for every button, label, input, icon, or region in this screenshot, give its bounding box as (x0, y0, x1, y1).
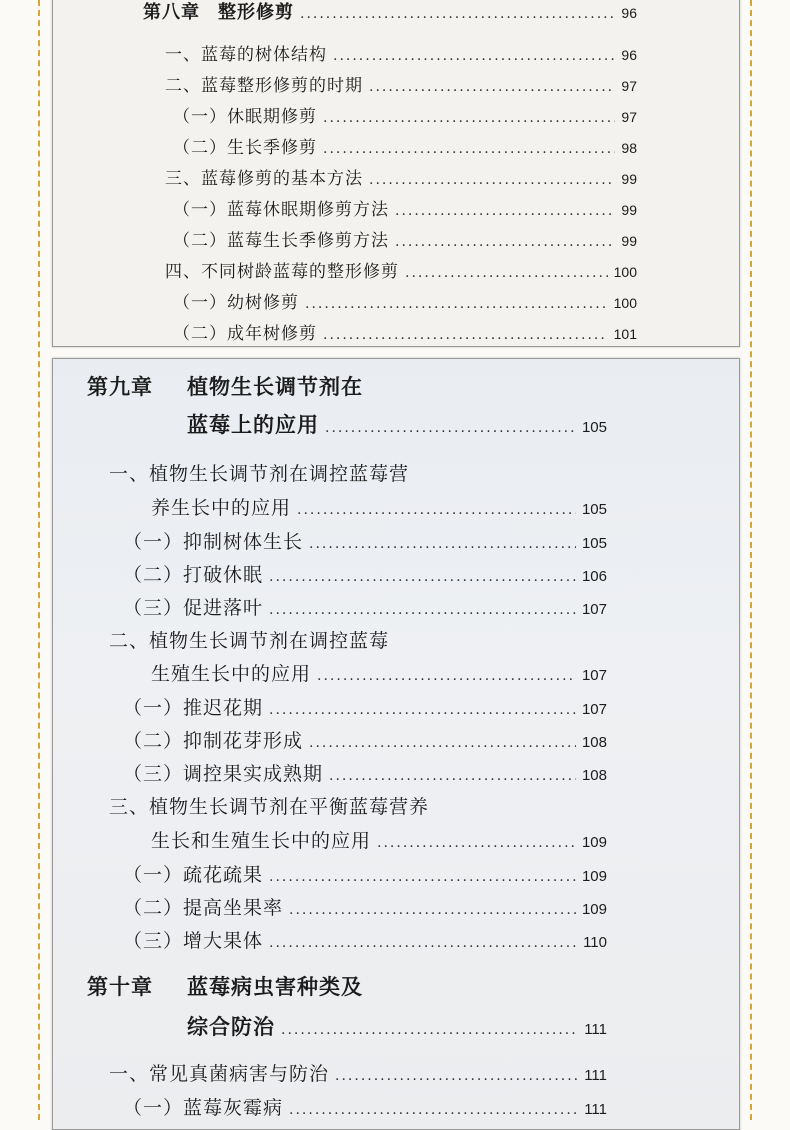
right-dashed-border (750, 0, 752, 1120)
toc-entry (109, 792, 607, 819)
toc-entry (123, 527, 607, 554)
page-number: 99 (621, 233, 637, 249)
toc-entry (151, 659, 607, 686)
toc-entry (123, 860, 607, 887)
toc-entry (173, 195, 637, 220)
leader-dots (297, 502, 576, 518)
leader-dots (395, 234, 615, 250)
left-dashed-border (38, 0, 40, 1120)
entry-title: 生殖生长中的应用 (151, 663, 312, 685)
toc-entry (123, 693, 607, 720)
entry-title: 三、蓝莓修剪的基本方法 (165, 169, 363, 189)
entry-title: （二）打破休眠 (123, 564, 264, 586)
leader-dots (269, 935, 577, 951)
leader-dots (269, 702, 576, 718)
entry-title: （一）抑制树体生长 (123, 531, 304, 553)
toc-chapter10-title-cont (187, 1011, 607, 1041)
entry-title: （二）提高坐果率 (123, 897, 284, 919)
chapter-title: 整形修剪 (218, 2, 294, 23)
toc-entry (173, 319, 637, 344)
toc-chapter9-title-cont (187, 409, 607, 439)
leader-dots (377, 835, 576, 851)
toc-entry (165, 257, 637, 282)
page-number: 99 (621, 171, 637, 187)
toc-entry (123, 759, 607, 786)
leader-dots (333, 48, 615, 64)
page-number: 100 (613, 264, 637, 280)
leader-dots (309, 536, 576, 552)
leader-dots (300, 6, 615, 22)
leader-dots (325, 420, 576, 436)
page-number: 100 (613, 295, 637, 311)
page-number: 108 (581, 767, 607, 784)
toc-page-upper (52, 0, 740, 347)
page-number: 108 (581, 734, 607, 751)
toc-entry (123, 560, 607, 587)
leader-dots (289, 902, 576, 918)
entry-title: 养生长中的应用 (151, 497, 292, 519)
entry-title: （二）成年树修剪 (173, 324, 317, 344)
entry-title: （一）蓝莓灰霉病 (123, 1097, 284, 1119)
entry-title: 一、植物生长调节剂在调控蓝莓营 (109, 463, 410, 485)
leader-dots (405, 265, 608, 281)
toc-entry (173, 288, 637, 313)
page-number: 111 (584, 1067, 607, 1084)
toc-entry (123, 1093, 607, 1120)
leader-dots (309, 735, 576, 751)
entry-title: （一）幼树修剪 (173, 293, 299, 313)
chapter-label: 第八章 (143, 2, 200, 23)
page-number: 109 (581, 834, 607, 851)
page-number: 111 (584, 1021, 607, 1038)
page-number: 101 (613, 326, 637, 342)
leader-dots (369, 79, 615, 95)
entry-title: （二）抑制花芽形成 (123, 730, 304, 752)
toc-entry (123, 893, 607, 920)
entry-title: 二、植物生长调节剂在调控蓝莓 (109, 630, 390, 652)
leader-dots (317, 668, 576, 684)
leader-dots (269, 602, 576, 618)
toc-entry (123, 593, 607, 620)
page-number: 96 (621, 47, 637, 63)
toc-entry (165, 71, 637, 96)
entry-title: 一、常见真菌病害与防治 (109, 1063, 330, 1085)
toc-page-lower (52, 358, 740, 1130)
toc-entry (109, 626, 607, 653)
entry-title: （二）生长季修剪 (173, 138, 317, 158)
toc-entry (151, 826, 607, 853)
entry-title: （一）疏花疏果 (123, 864, 264, 886)
page-number: 109 (581, 868, 607, 885)
page-number: 107 (581, 667, 607, 684)
entry-title: （一）蓝莓休眠期修剪方法 (173, 200, 389, 220)
toc-chapter10-title (87, 971, 363, 1001)
leader-dots (395, 203, 615, 219)
leader-dots (269, 869, 576, 885)
leader-dots (269, 569, 576, 585)
page-number: 97 (621, 109, 637, 125)
page-number: 105 (581, 501, 607, 518)
entry-title: 一、蓝莓的树体结构 (165, 45, 327, 65)
entry-title: （三）促进落叶 (123, 597, 264, 619)
toc-entry (173, 102, 637, 127)
page-number: 97 (621, 78, 637, 94)
chapter-title-line1: 蓝莓病虫害种类及 (187, 975, 363, 999)
entry-title: 二、蓝莓整形修剪的时期 (165, 76, 363, 96)
entry-title: （二）蓝莓生长季修剪方法 (173, 231, 389, 251)
leader-dots (323, 141, 615, 157)
page-number: 109 (581, 901, 607, 918)
page-number: 98 (621, 140, 637, 156)
page-number: 105 (581, 535, 607, 552)
toc-chapter9-title (87, 371, 363, 401)
page-number: 99 (621, 202, 637, 218)
page-number: 107 (581, 701, 607, 718)
leader-dots (369, 172, 615, 188)
entry-title: （一）休眠期修剪 (173, 107, 317, 127)
leader-dots (289, 1102, 578, 1118)
toc-entry (173, 226, 637, 251)
toc-entry (109, 1059, 607, 1086)
chapter-title-line1: 植物生长调节剂在 (187, 375, 363, 399)
page-number: 107 (581, 601, 607, 618)
toc-entry (109, 459, 607, 486)
entry-title: 生长和生殖生长中的应用 (151, 830, 372, 852)
chapter-title-line2: 蓝莓上的应用 (187, 413, 319, 437)
chapter-title-line2: 综合防治 (187, 1015, 275, 1039)
chapter-label: 第十章 (87, 975, 153, 999)
page-number: 110 (583, 934, 607, 951)
page-number: 96 (621, 5, 637, 21)
leader-dots (329, 768, 576, 784)
leader-dots (335, 1068, 578, 1084)
toc-chapter8-row (143, 0, 637, 24)
toc-entry (151, 493, 607, 520)
leader-dots (323, 327, 608, 343)
entry-title: （三）调控果实成熟期 (123, 763, 324, 785)
page-number: 106 (581, 568, 607, 585)
toc-entry (165, 164, 637, 189)
leader-dots (305, 296, 608, 312)
leader-dots (323, 110, 615, 126)
page-number: 111 (584, 1101, 607, 1118)
page-number: 105 (581, 419, 607, 436)
entry-title: 四、不同树龄蓝莓的整形修剪 (165, 262, 399, 282)
leader-dots (281, 1022, 578, 1038)
toc-entry (123, 726, 607, 753)
entry-title: 三、植物生长调节剂在平衡蓝莓营养 (109, 796, 430, 818)
chapter-label: 第九章 (87, 375, 153, 399)
toc-entry (165, 40, 637, 65)
entry-title: （三）增大果体 (123, 930, 264, 952)
toc-entry (173, 133, 637, 158)
toc-entry (123, 926, 607, 953)
entry-title: （一）推迟花期 (123, 697, 264, 719)
